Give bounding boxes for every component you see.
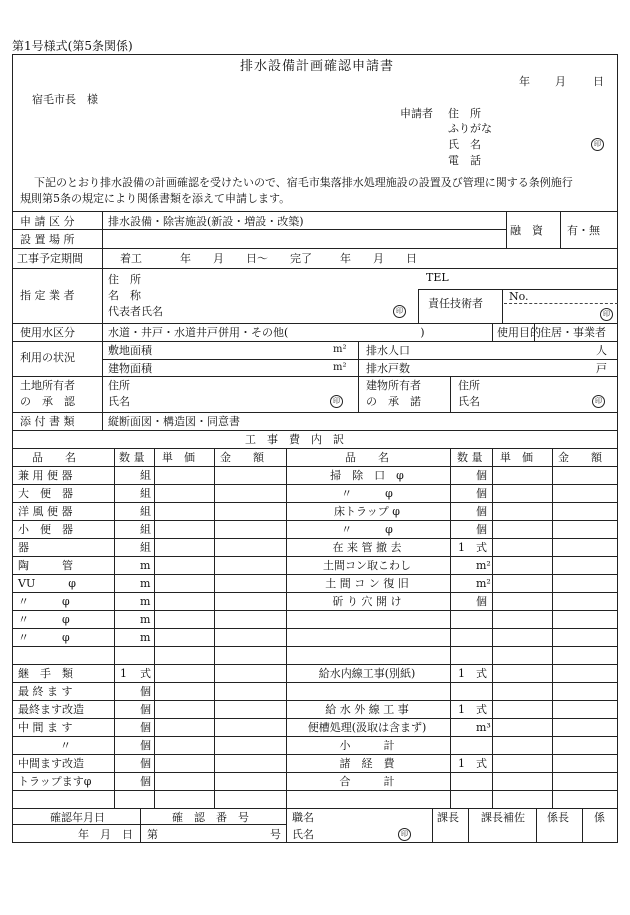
schedule-end-date[interactable]: 年 月 日 — [340, 252, 417, 265]
header-qty-right: 数 量 — [457, 451, 483, 464]
cost-right-item-unit: 個 — [476, 487, 487, 500]
cost-right-item-name: 小 計 — [339, 739, 395, 752]
addressee: 宿毛市長 様 — [32, 93, 98, 106]
cost-left-item-name: 最終ます改造 — [18, 703, 84, 716]
contractor-label: 指 定 業 者 — [20, 289, 75, 302]
usage-label: 利用の状況 — [20, 351, 75, 364]
header-unit-price-left: 単 価 — [162, 451, 195, 464]
landowner-label-2: の 承 認 — [20, 395, 75, 408]
cost-left-item-name: 〃 — [60, 739, 71, 752]
applicant-name-label: 氏 名 — [448, 138, 481, 151]
water-label: 使用水区分 — [20, 326, 75, 339]
cost-right-item-name: 諸 経 費 — [339, 757, 395, 770]
form-title: 排水設備計画確認申請書 — [240, 59, 395, 74]
cost-left-item-unit: m — [140, 613, 151, 626]
cost-left-item-name: VU φ — [18, 577, 76, 590]
landowner-name-label: 氏名 — [108, 395, 130, 408]
cost-right-item-unit: 個 — [476, 523, 487, 536]
schedule-start-label: 着工 — [120, 252, 142, 265]
cost-right-item-unit: m³ — [476, 721, 491, 734]
cost-left-item-unit: 個 — [140, 685, 151, 698]
cost-left-item-unit: 個 — [140, 739, 151, 752]
cost-right-item-name: 便槽処理(汲取は含まず) — [307, 721, 427, 734]
building-owner-label-1: 建物所有者 — [366, 379, 421, 392]
cost-right-item-name: 合 計 — [339, 775, 395, 788]
drain-households-label: 排水戸数 — [366, 362, 410, 375]
cost-right-item-unit: 個 — [476, 469, 487, 482]
site-area-label: 敷地面積 — [108, 344, 152, 357]
cost-right-item-name: 床トラップ φ — [334, 505, 400, 518]
cost-right-item-name: 在 来 管 撤 去 — [332, 541, 402, 554]
application-type-value[interactable]: 排水設備・除害施設(新設・増設・改築) — [108, 215, 304, 228]
cost-left-item-name: 兼 用 便 器 — [18, 469, 73, 482]
applicant-address-label: 住 所 — [448, 107, 481, 120]
cost-right-item-name: 斫 り 穴 開 け — [332, 595, 402, 608]
cost-left-item-unit: 個 — [140, 721, 151, 734]
application-type-label: 申 請 区 分 — [20, 215, 75, 228]
water-value[interactable]: 水道・井戸・水道井戸併用・その他( ) — [108, 326, 425, 339]
building-owner-seal-icon: 印 — [592, 395, 605, 408]
confirm-date-label: 確認年月日 — [50, 811, 105, 824]
approval-subsection-chief: 係長 — [547, 811, 569, 824]
cost-left-item-name: トラップますφ — [18, 775, 92, 788]
cost-left-item-unit: 個 — [140, 703, 151, 716]
building-owner-label-2: の 承 諾 — [366, 395, 421, 408]
purpose-label: 使用目的 — [497, 326, 541, 339]
cost-left-item-name: 〃 φ — [18, 595, 70, 608]
contractor-seal-icon: 印 — [393, 305, 406, 318]
approval-assistant-chief: 課長補佐 — [481, 811, 525, 824]
drain-households-unit: 戸 — [596, 362, 607, 375]
intro-text-1: 下記のとおり排水設備の計画確認を受けたいので、宿毛市集落排水処理施設の設置及び管理に関する条例施行 — [34, 176, 573, 189]
cost-left-item-name: 中 間 ま す — [18, 721, 73, 734]
cost-left-item-name: 中間ます改造 — [18, 757, 84, 770]
confirm-no-label: 確 認 番 号 — [172, 811, 249, 824]
applicant-phone-label: 電 話 — [448, 154, 481, 167]
intro-text-2: 規則第5条の規定により関係書類を添えて申請します。 — [20, 192, 291, 205]
header-amount-left: 金 額 — [220, 451, 264, 464]
cost-right-item-unit: m² — [476, 559, 491, 572]
building-area-label: 建物面積 — [108, 362, 152, 375]
approval-staff: 係 — [594, 811, 605, 824]
landowner-seal-icon: 印 — [330, 395, 343, 408]
cost-left-item-name: 〃 φ — [18, 631, 70, 644]
job-title-label: 職名 — [292, 811, 314, 824]
header-qty-left: 数 量 — [119, 451, 145, 464]
cost-left-item-name: 〃 φ — [18, 613, 70, 626]
cost-left-item-unit: 組 — [140, 523, 151, 536]
cost-left-item-unit: 個 — [140, 775, 151, 788]
header-unit-price-right: 単 価 — [500, 451, 533, 464]
drain-people-label: 排水人口 — [366, 344, 410, 357]
header-amount-right: 金 額 — [558, 451, 602, 464]
cost-right-item-qty: 1 — [458, 757, 465, 770]
cost-left-item-unit: 組 — [140, 505, 151, 518]
applicant-seal-icon: 印 — [591, 138, 604, 151]
cost-left-item-unit: 個 — [140, 757, 151, 770]
cost-right-item-unit: m² — [476, 577, 491, 590]
cost-right-item-name: 〃 φ — [341, 487, 393, 500]
contractor-address-label: 住 所 — [108, 273, 141, 286]
cost-left-item-unit: 式 — [140, 667, 151, 680]
schedule-end-label: 完了 — [290, 252, 312, 265]
cost-right-item-unit: 式 — [476, 703, 487, 716]
building-area-unit: m² — [333, 362, 347, 373]
schedule-start-date[interactable]: 年 月 日〜 — [180, 252, 268, 265]
cost-right-item-qty: 1 — [458, 703, 465, 716]
contractor-rep-label: 代表者氏名 — [108, 305, 163, 318]
engineer-label: 責任技術者 — [428, 297, 483, 310]
date-day: 日 — [593, 75, 604, 88]
cost-left-item-name: 陶 管 — [18, 559, 73, 572]
attachment-label: 添 付 書 類 — [20, 415, 75, 428]
cost-left-item-unit: 組 — [140, 487, 151, 500]
cost-right-item-unit: 式 — [476, 757, 487, 770]
form-number: 第1号様式(第5条関係) — [12, 39, 133, 53]
cost-right-item-name: 土 間 コ ン 復 旧 — [325, 577, 409, 590]
site-area-unit: m² — [333, 344, 347, 355]
cost-right-item-qty: 1 — [458, 541, 465, 554]
cost-left-item-name: 洋 風 便 器 — [18, 505, 73, 518]
tel-label: TEL — [426, 271, 449, 284]
building-owner-address-label: 住所 — [458, 379, 480, 392]
cost-left-item-name: 小 便 器 — [18, 523, 73, 536]
header-item-left: 品 名 — [32, 451, 76, 464]
header-item-right: 品 名 — [345, 451, 389, 464]
landowner-label-1: 土地所有者 — [20, 379, 75, 392]
schedule-label: 工事予定期間 — [17, 252, 83, 265]
applicant-label: 申請者 — [400, 107, 433, 120]
cost-left-item-name: 大 便 器 — [18, 487, 73, 500]
cost-right-item-name: 給 水 外 線 工 事 — [325, 703, 409, 716]
cost-right-item-unit: 式 — [476, 667, 487, 680]
engineer-no-label: No. — [509, 290, 529, 303]
building-owner-name-label: 氏名 — [458, 395, 480, 408]
confirm-no-prefix: 第 — [147, 828, 158, 841]
location-label: 設 置 場 所 — [20, 233, 75, 246]
contractor-name-label: 名 称 — [108, 289, 141, 302]
cost-right-item-unit: 個 — [476, 505, 487, 518]
date-year: 年 — [519, 75, 530, 88]
confirm-no-suffix: 号 — [270, 828, 281, 841]
cost-right-item-name: 掃 除 口 φ — [330, 469, 404, 482]
date-month: 月 — [555, 75, 566, 88]
cost-left-item-qty: 1 — [120, 667, 127, 680]
engineer-seal-icon: 印 — [600, 308, 613, 321]
cost-right-item-unit: 式 — [476, 541, 487, 554]
attachment-value: 縦断面図・構造図・同意書 — [108, 415, 240, 428]
confirm-date-value: 年 月 日 — [78, 828, 133, 841]
cost-right-item-unit: 個 — [476, 595, 487, 608]
financing-label: 融 資 — [510, 224, 543, 237]
cost-left-item-unit: m — [140, 559, 151, 572]
financing-value[interactable]: 有・無 — [567, 224, 600, 237]
cost-left-item-name: 最 終 ま す — [18, 685, 73, 698]
cost-right-item-name: 土間コン取こわし — [323, 559, 411, 572]
cost-right-item-name: 給水内線工事(別紙) — [318, 667, 416, 680]
applicant-furigana-label: ふりがな — [448, 122, 492, 135]
cost-left-item-name: 器 — [18, 541, 29, 554]
cost-left-item-name: 継 手 類 — [18, 667, 73, 680]
landowner-address-label: 住所 — [108, 379, 130, 392]
approval-section-chief: 課長 — [437, 811, 459, 824]
drain-people-unit: 人 — [596, 344, 607, 357]
cost-right-item-qty: 1 — [458, 667, 465, 680]
cost-left-item-unit: 組 — [140, 469, 151, 482]
cost-right-item-name: 〃 φ — [341, 523, 393, 536]
cost-left-item-unit: m — [140, 631, 151, 644]
footer-name-label: 氏名 — [292, 828, 314, 841]
footer-seal-icon: 印 — [398, 828, 411, 841]
cost-left-item-unit: m — [140, 577, 151, 590]
cost-section-title: 工 事 費 内 訳 — [245, 433, 344, 446]
purpose-value[interactable]: 住居・事業者 — [540, 326, 606, 339]
cost-left-item-unit: m — [140, 595, 151, 608]
cost-left-item-unit: 組 — [140, 541, 151, 554]
